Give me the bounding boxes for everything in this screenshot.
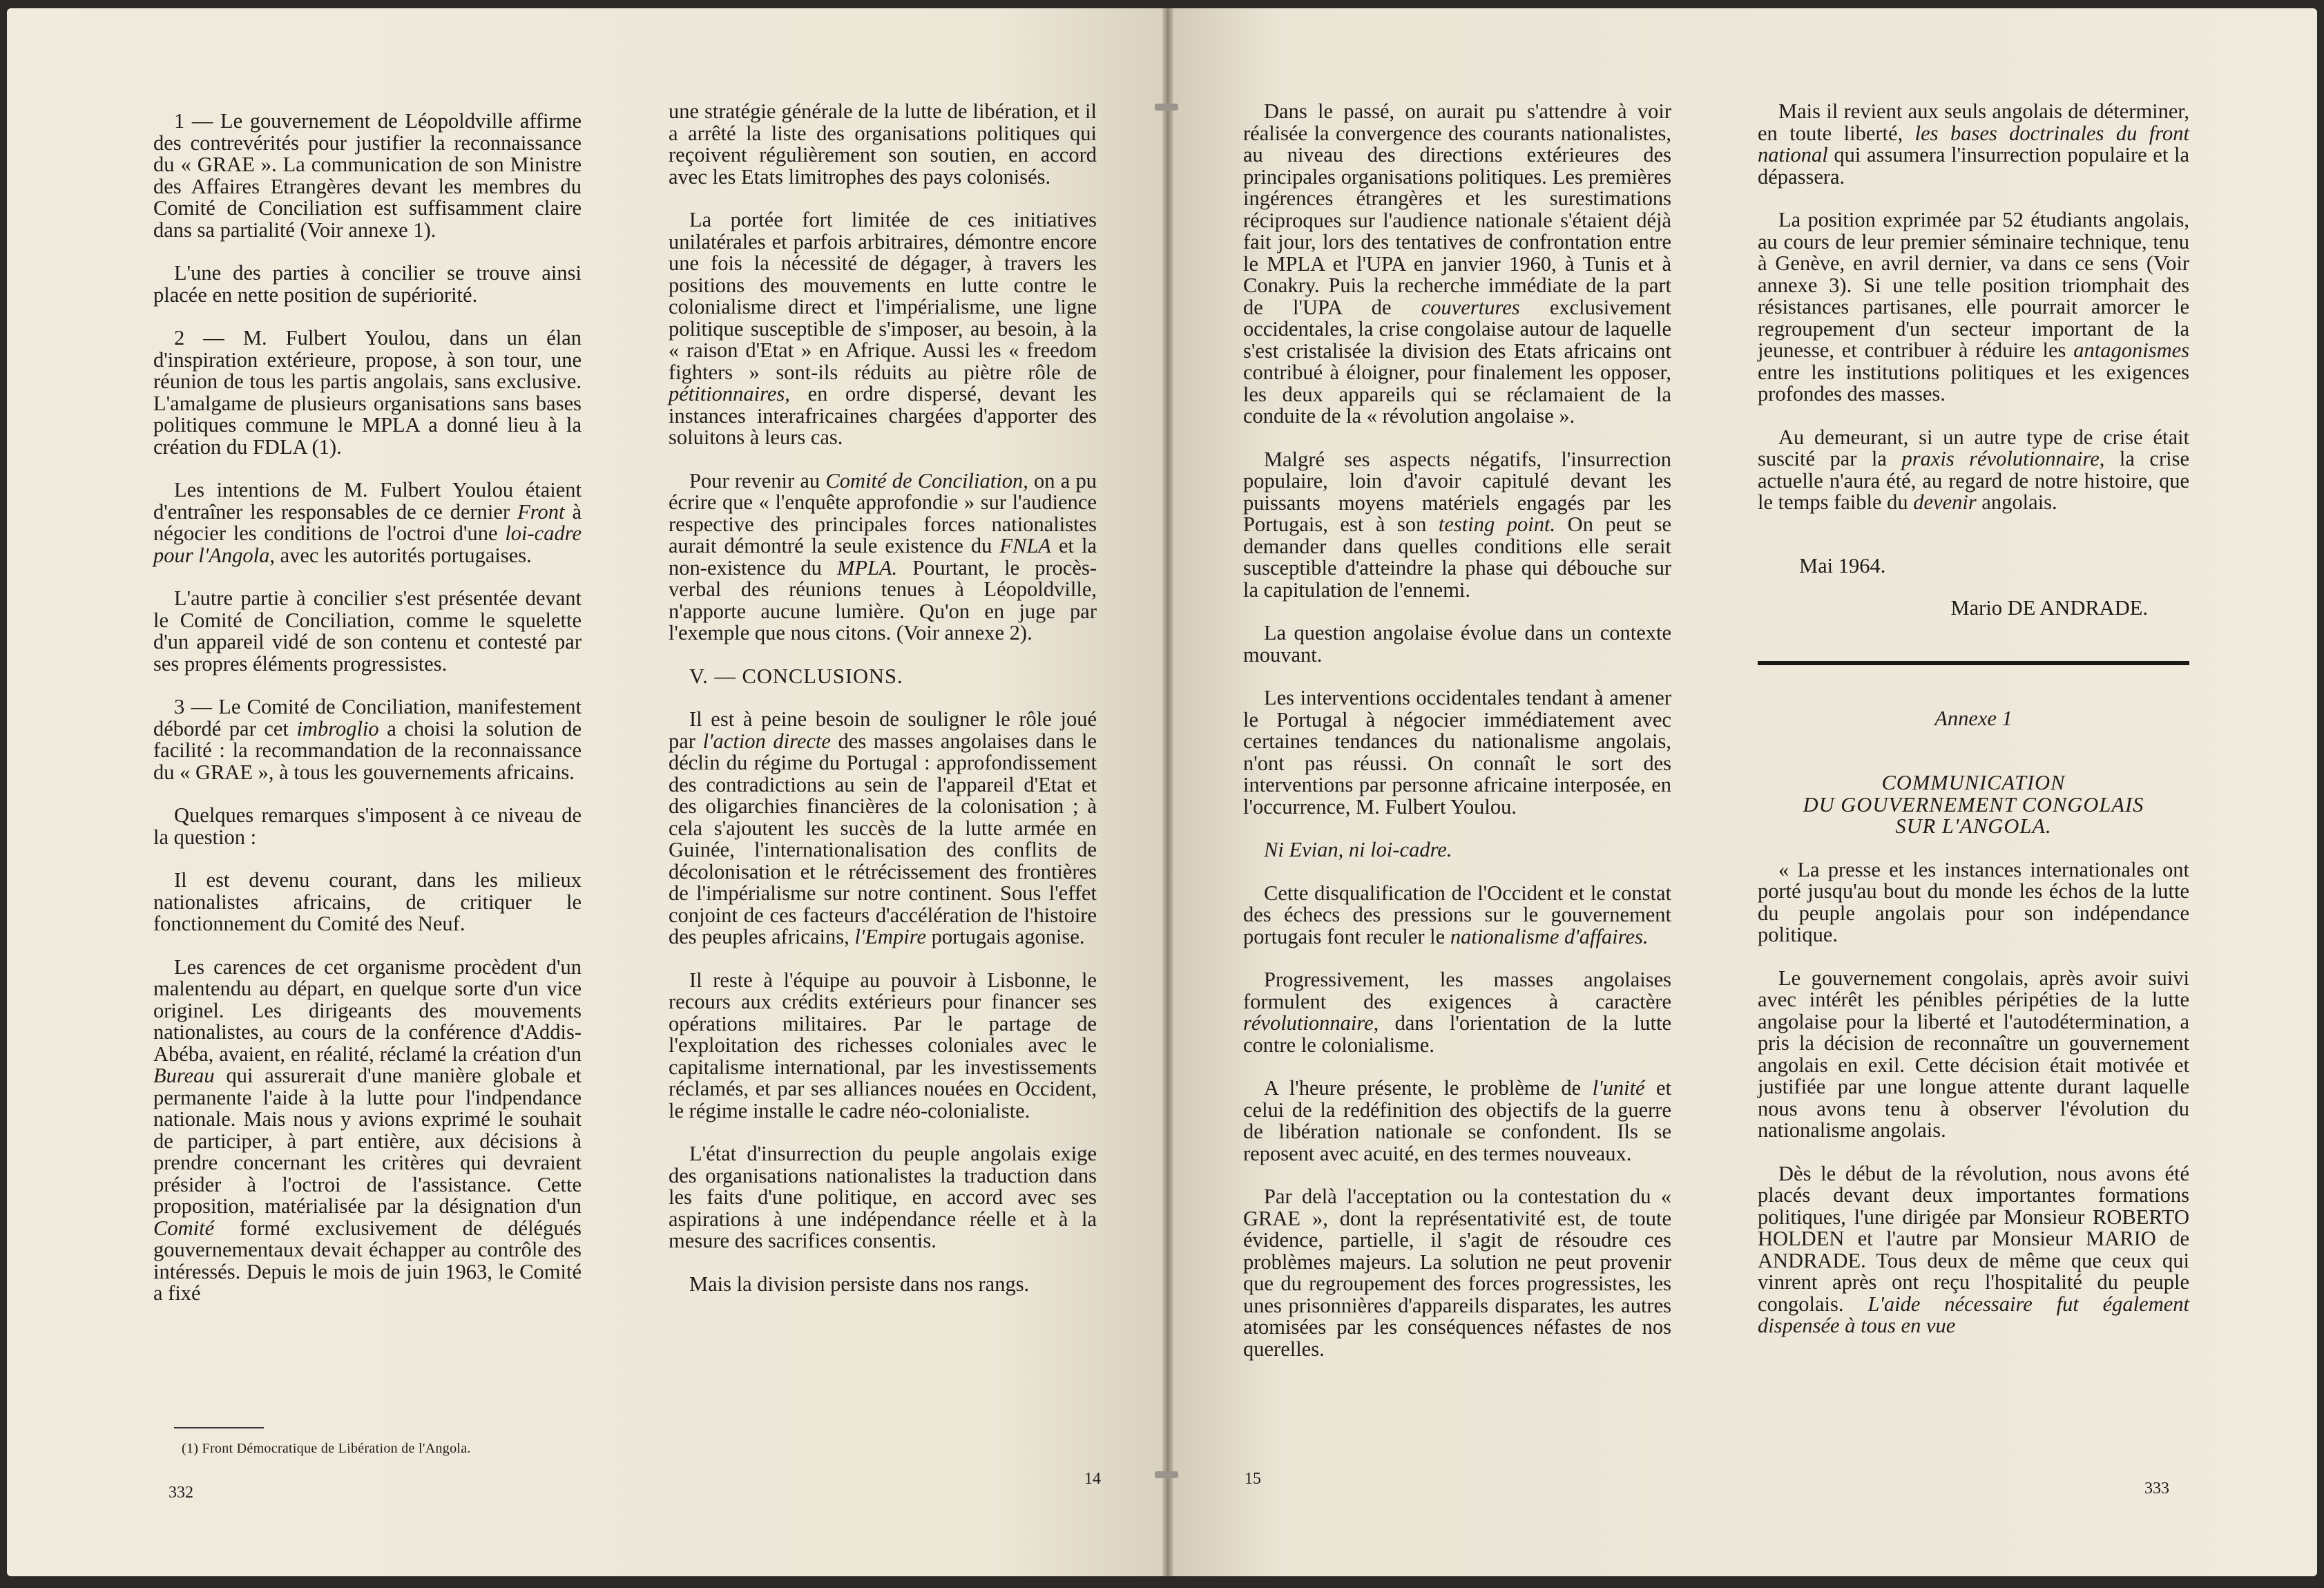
- annex-label: Annexe 1: [1934, 706, 2013, 730]
- paragraph: La question angolaise évolue dans un contexte mouvant.: [1243, 621, 1671, 667]
- page-number: 333: [2144, 1480, 2169, 1498]
- paragraph: Quelques remarques s'imposent à ce niveau de la question :: [153, 803, 582, 849]
- annex-title: SUR L'ANGOLA.: [1895, 814, 2052, 838]
- paragraph: Cette disqualification de l'Occident et le constat des échecs des pressions sur le gouvernement portugais font reculer le nationalisme d'affaires.: [1243, 881, 1671, 948]
- paragraph: « La presse et les instances internationales ont porté jusqu'au bout du monde les échos de la lutte du peuple angolais pour son indépendance politique.: [1758, 857, 2189, 946]
- paragraph: A l'heure présente, le problème de l'unité et celui de la redéfinition des objectifs de la guerre de libération nationale se confondent. Ils se reposent avec acuité, en des termes nouveaux.: [1243, 1076, 1671, 1165]
- paragraph: Il est devenu courant, dans les milieux nationalistes africains, de critiquer le fonctionnement du Comité des Neuf.: [153, 868, 582, 935]
- paragraph: La portée fort limitée de ces initiatives unilatérales et parfois arbitraires, démontre encore une fois la nécessité de dégager, à travers les positions des mouvements en lutte contre le colonialisme direct et l'impérialisme, une ligne politique susceptible de s'imposer, au besoin, à la « raison d'Etat » en Afrique. Aussi les « freedom fighters » sont-ils réduits au piètre rôle de pétitionnaires, en ordre dispersé, devant les instances interafricaines chargées d'apporter des soluitons à leurs cas.: [669, 208, 1097, 449]
- left-page-column-1: [153, 111, 582, 1326]
- paragraph: 3 — Le Comité de Conciliation, manifestement débordé par cet imbroglio a choisi la solution de facilité : la recommandation de la reconnaissance du « GRAE », à tous les gouvernements africains.: [153, 695, 582, 784]
- paragraph: Dans le passé, on aurait pu s'attendre à voir réalisée la convergence des courants nationalistes, au niveau des directions extérieures des principales organisations politiques. Les premières ingérences étrangères et les surestimations réciproques sur l'audience nationale s'étaient déjà fait jour, lors des tentatives de confrontation entre le MPLA et l'UPA en janvier 1960, à Tunis et à Conakry. Puis la recherche immédiate de la part de l'UPA de couvertures exclusivement occidentales, la crise congolaise autour de laquelle s'est cristalisée la division des Etats africains ont contribué à éloigner, pour finalement les opposer, les deux appareils qui se réclamaient de la conduite de la « révolution angolaise ».: [1243, 99, 1671, 428]
- annex-title: DU GOUVERNEMENT CONGOLAIS: [1803, 792, 2144, 816]
- signature: Mario DE ANDRADE.: [1950, 596, 2148, 620]
- right-page-column-2: [1758, 101, 2189, 1359]
- paragraph: une stratégie générale de la lutte de libération, et il a arrêté la liste des organisations politiques qui reçoivent régulièrement son soutien, en accord avec les Etats limitrophes des pays colonisés.: [669, 99, 1097, 189]
- paragraph: 1 — Le gouvernement de Léopoldville affirme des contrevérités pour justifier la reconnaissance du « GRAE ». La communication de son Ministre des Affaires Etrangères devant les membres du Comité de Conciliation est suffisamment claire dans sa partialité (Voir annexe 1).: [153, 109, 582, 242]
- left-page-column-2: [669, 101, 1097, 1317]
- section-divider: [1758, 661, 2189, 665]
- section-heading: V. — CONCLUSIONS.: [689, 664, 903, 688]
- paragraph: Mais la division persiste dans nos rangs.: [689, 1272, 1030, 1296]
- page-number: 15: [1245, 1470, 1261, 1488]
- staple: [1155, 1471, 1178, 1478]
- staple: [1155, 104, 1178, 111]
- paragraph: L'autre partie à concilier s'est présentée devant le Comité de Conciliation, comme le squelette d'un appareil vidé de son contenu et contesté par ses propres éléments progressistes.: [153, 586, 582, 676]
- paragraph: Par delà l'acceptation ou la contestation du « GRAE », dont la représentativité est, de toute évidence, partielle, il s'agit de résoudre ces problèmes majeurs. La solution ne peut provenir que du regroupement des forces progressistes, les unes prisonnières d'appareils disparates, les autres atomisées par les conséquences néfastes de nos querelles.: [1243, 1185, 1671, 1361]
- paragraph: Il reste à l'équipe au pouvoir à Lisbonne, le recours aux crédits extérieurs pour financer ses opérations militaires. Par le partage de l'exploitation des richesses coloniales avec le capitalisme international, par les investissements réclamés, et par ses alliances nouées en Occident, le régime installe le cadre néo-colonialiste.: [669, 968, 1097, 1122]
- annex-title: COMMUNICATION: [1881, 771, 2066, 794]
- page-number: 332: [169, 1484, 193, 1502]
- paragraph: Mais il revient aux seuls angolais de déterminer, en toute liberté, les bases doctrinales du front national qui assumera l'insurrection populaire et la dépassera.: [1758, 99, 2189, 189]
- paragraph: Au demeurant, si un autre type de crise était suscité par la praxis révolutionnaire, la crise actuelle n'aura été, au regard de notre histoire, que le temps faible du devenir angolais.: [1758, 425, 2189, 514]
- paragraph: La position exprimée par 52 étudiants angolais, au cours de leur premier séminaire technique, tenu à Genève, en avril dernier, va dans ce sens (Voir annexe 3). Si une telle position triomphait des résistances partisanes, elle pourrait amorcer le regroupement d'un secteur important de la jeunesse, et contribuer à réduire les antagonismes entre les institutions politiques et les exigences profondes des masses.: [1758, 208, 2189, 405]
- paragraph: Pour revenir au Comité de Conciliation, on a pu écrire que « l'enquête approfondie » sur l'audience respective des principales forces nationalistes aurait démontré la seule existence du FNLA et la non-existence du MPLA. Pourtant, le procès-verbal des réunions tenues à Léopoldville, n'apporte aucune lumière. Qu'on en juge par l'exemple que nous citons. (Voir annexe 2).: [669, 468, 1097, 644]
- right-page-column-1: [1243, 101, 1671, 1381]
- paragraph: Dès le début de la révolution, nous avons été placés devant deux importantes formations politiques, l'une dirigée par Monsieur ROBERTO HOLDEN et l'autre par Monsieur MARIO de ANDRADE. Tous deux de même que ceux qui vinrent après ont reçu l'hospitalité du peuple congolais. L'aide nécessaire fut également dispensée à tous en vue: [1758, 1161, 2189, 1337]
- binding-gutter: [1162, 8, 1173, 1576]
- paragraph: L'une des parties à concilier se trouve ainsi placée en nette position de supériorité.: [153, 261, 582, 307]
- paragraph: 2 — M. Fulbert Youlou, dans un élan d'inspiration extérieure, propose, à son tour, une réunion de tous les partis angolais, sans exclusive. L'amalgame de plusieurs organisations sans bases politiques commune le MPLA a donné lieu à la création du FDLA (1).: [153, 326, 582, 459]
- page-number: 14: [1084, 1470, 1101, 1488]
- paragraph: Les carences de cet organisme procèdent d'un malentendu au départ, en quelque sorte d'un vice originel. Les dirigeants des mouvements nationalistes, au cours de la conférence d'Addis-Abéba, avaient, en réalité, réclamé la création d'un Bureau qui assurerait d'une manière globale et permanente l'aide à la lutte pour l'indpendance nationale. Mais nous y avions exprimé le souhait de participer, à part entière, aux décisions à prendre concernant les critères qui devraient présider à l'octroi de l'assistance. Cette proposition, matérialisée par la désignation d'un Comité formé exclusivement de délégués gouvernementaux devait échapper au contrôle des intéressés. Depuis le mois de juin 1963, le Comité a fixé: [153, 955, 582, 1305]
- paragraph: L'état d'insurrection du peuple angolais exige des organisations nationalistes la traduction dans les faits d'une politique, en accord avec ses aspirations à une indépendance réelle et à la mesure des sacrifices consentis.: [669, 1142, 1097, 1252]
- footnote-rule: [174, 1427, 264, 1428]
- paragraph: Les intentions de M. Fulbert Youlou étaient d'entraîner les responsables de ce dernier Front à négocier les conditions de l'octroi d'une loi-cadre pour l'Angola, avec les autorités portugaises.: [153, 478, 582, 567]
- date-line: Mai 1964.: [1799, 553, 1886, 577]
- paragraph: Ni Evian, ni loi-cadre.: [1264, 838, 1452, 861]
- paragraph: Le gouvernement congolais, après avoir suivi avec intérêt les pénibles péripéties de la lutte angolaise pour la liberté et l'autodétermination, a pris la décision de reconnaître un gouvernement angolais en exil. Cette décision était motivée et justifiée par une longue attente durant laquelle nous avons tenu à observer l'évolution du nationalisme angolais.: [1758, 966, 2189, 1142]
- paragraph: Malgré ses aspects négatifs, l'insurrection populaire, loin d'avoir capitulé devant les puissants moyens matériels engagés par les Portugais, est à son testing point. On peut se demander dans quelles conditions elle serait susceptible d'atteindre la phase qui débouche sur la capitulation de l'ennemi.: [1243, 447, 1671, 602]
- paragraph: Progressivement, les masses angolaises formulent des exigences à caractère révolutionnaire, dans l'orientation de la lutte contre le colonialisme.: [1243, 968, 1671, 1057]
- paragraph: Il est à peine besoin de souligner le rôle joué par l'action directe des masses angolaises dans le déclin du régime du Portugal : approfondissement des contradictions au sein de l'appareil d'Etat et des oligarchies financières de la colonisation ; à cela s'ajoutent les succès de la lutte armée en Guinée, l'internationalisation des conflits de décolonisation et le rétrécissement des frontières de l'impérialisme sur notre continent. Sous l'effet conjoint de ces facteurs d'accélération de l'histoire des peuples africains, l'Empire portugais agonise.: [669, 707, 1097, 948]
- paragraph: Les interventions occidentales tendant à amener le Portugal à négocier immédiatement avec certaines tendances du nationalisme angolais, n'ont pas réussi. On connaît le sort des interventions par personne africaine interposée, en l'occurrence, M. Fulbert Youlou.: [1243, 686, 1671, 819]
- footnote: (1) Front Démocratique de Libération de l'Angola.: [182, 1441, 471, 1456]
